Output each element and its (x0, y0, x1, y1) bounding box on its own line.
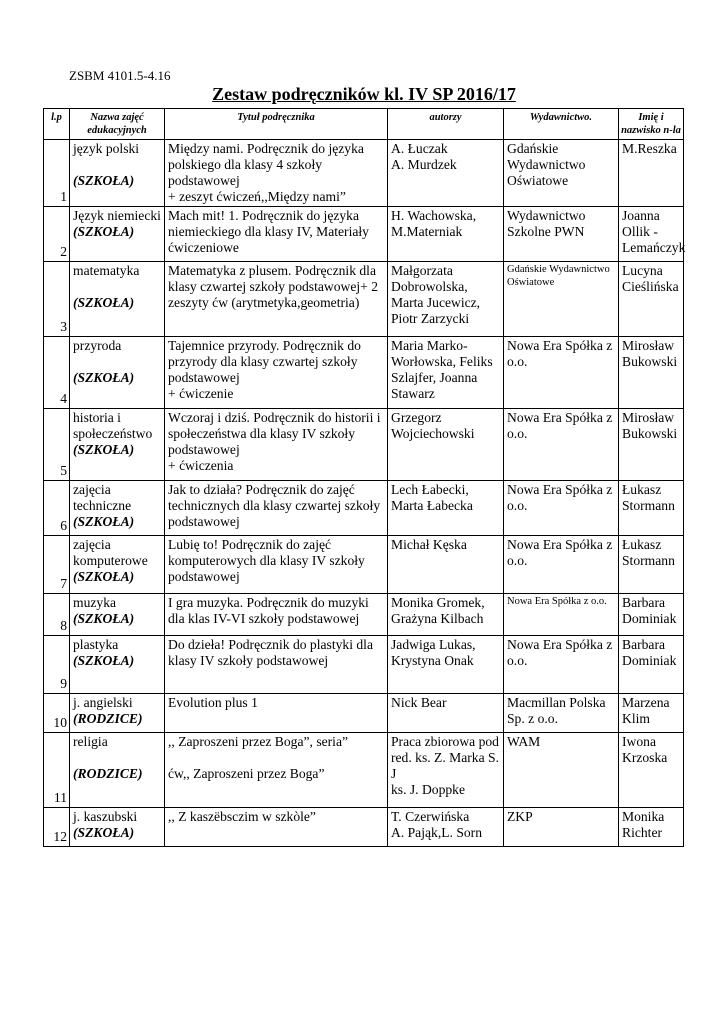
header-lp: l.p (44, 109, 70, 140)
header-authors: autorzy (388, 109, 504, 140)
funding-tag: (RODZICE) (73, 766, 143, 781)
subject-cell (70, 733, 165, 808)
teacher-cell: Monika Richter (619, 808, 684, 847)
subject-name: zajęcia komputerowe (73, 537, 148, 568)
table-row (44, 733, 684, 808)
funding-tag: (SZKOŁA) (73, 295, 135, 310)
row-number: 4 (44, 337, 70, 409)
book-title-cell: Między nami. Podręcznik do języka polskiego dla klasy 4 szkoły podstawowej + zeszyt ćwiczeń,,Między nami” (165, 140, 388, 207)
header-publisher: Wydawnictwo. (504, 109, 619, 140)
teacher-cell: Mirosław Bukowski (619, 409, 684, 481)
publisher-cell: Nowa Era Spółka z o.o. (504, 594, 619, 636)
funding-tag: (SZKOŁA) (73, 611, 135, 626)
table-row (44, 694, 684, 733)
subject-name: plastyka (73, 637, 119, 652)
table-row (44, 808, 684, 847)
book-title-cell: Evolution plus 1 (165, 694, 388, 733)
book-title-cell: Mach mit! 1. Podręcznik do języka niemieckiego dla klasy IV, Materiały ćwiczeniowe (165, 207, 388, 262)
subject-name: język polski (73, 141, 140, 156)
spacer (73, 157, 161, 173)
subject-name: j. kaszubski (73, 809, 138, 824)
funding-tag: (SZKOŁA) (73, 224, 135, 239)
teacher-cell: M.Reszka (619, 140, 684, 207)
authors-cell: Michał Kęska (388, 536, 504, 594)
row-number: 10 (44, 694, 70, 733)
row-number: 7 (44, 536, 70, 594)
subject-name: zajęcia techniczne (73, 482, 132, 513)
publisher-cell: Nowa Era Spółka z o.o. (504, 409, 619, 481)
funding-tag: (SZKOŁA) (73, 370, 135, 385)
row-number: 12 (44, 808, 70, 847)
authors-cell: Maria Marko-Worłowska, Feliks Szlajfer, Joanna Stawarz (388, 337, 504, 409)
funding-tag: (SZKOŁA) (73, 653, 135, 668)
authors-cell: Nick Bear (388, 694, 504, 733)
book-title-cell: ,, Zaproszeni przez Boga”, seria” ćw,, Zaproszeni przez Boga” (165, 733, 388, 808)
authors-cell: T. Czerwińska A. Pająk,L. Sorn (388, 808, 504, 847)
row-number: 5 (44, 409, 70, 481)
publisher-cell: WAM (504, 733, 619, 808)
subject-cell (70, 536, 165, 594)
row-number: 8 (44, 594, 70, 636)
subject-cell (70, 207, 165, 262)
publisher-cell: Gdańskie Wydawnictwo Oświatowe (504, 140, 619, 207)
book-title-cell: Jak to działa? Podręcznik do zajęć technicznych dla klasy czwartej szkoły podstawowej (165, 481, 388, 536)
subject-cell (70, 409, 165, 481)
funding-tag: (SZKOŁA) (73, 442, 135, 457)
teacher-cell: Barbara Dominiak (619, 594, 684, 636)
subject-cell (70, 140, 165, 207)
teacher-cell: Łukasz Stormann (619, 536, 684, 594)
authors-cell: Monika Gromek, Grażyna Kilbach (388, 594, 504, 636)
authors-cell: A. Łuczak A. Murdzek (388, 140, 504, 207)
teacher-cell: Joanna Ollik - Lemańczyk (619, 207, 684, 262)
header-book-title: Tytuł podręcznika (165, 109, 388, 140)
table-row (44, 140, 684, 207)
book-title-cell: ,, Z kaszëbsczim w szkòle” (165, 808, 388, 847)
table-row (44, 207, 684, 262)
subject-name: muzyka (73, 595, 117, 610)
publisher-cell: Macmillan Polska Sp. z o.o. (504, 694, 619, 733)
table-row (44, 536, 684, 594)
publisher-cell: Nowa Era Spółka z o.o. (504, 481, 619, 536)
publisher-cell: Nowa Era Spółka z o.o. (504, 337, 619, 409)
subject-name: religia (73, 734, 108, 749)
row-number: 3 (44, 262, 70, 337)
document-reference: ZSBM 4101.5-4.16 (69, 68, 171, 83)
row-number: 1 (44, 140, 70, 207)
subject-name: matematyka (73, 263, 140, 278)
row-number: 9 (44, 636, 70, 694)
header-teacher: Imię i nazwisko n-la (619, 109, 684, 140)
funding-tag: (SZKOŁA) (73, 514, 135, 529)
authors-cell: Jadwiga Lukas, Krystyna Onak (388, 636, 504, 694)
table-row (44, 481, 684, 536)
subject-name: historia i społeczeństwo (73, 410, 153, 441)
book-title-cell: I gra muzyka. Podręcznik do muzyki dla klas IV-VI szkoły podstawowej (165, 594, 388, 636)
book-title-cell: Matematyka z plusem. Podręcznik dla klasy czwartej szkoły podstawowej+ 2 zeszyty ćw (arytmetyka,geometria) (165, 262, 388, 337)
funding-tag: (RODZICE) (73, 711, 143, 726)
table-row (44, 636, 684, 694)
teacher-cell: Mirosław Bukowski (619, 337, 684, 409)
row-number: 2 (44, 207, 70, 262)
authors-cell: Lech Łabecki, Marta Łabecka (388, 481, 504, 536)
authors-cell: Grzegorz Wojciechowski (388, 409, 504, 481)
authors-cell: Małgorzata Dobrowolska, Marta Jucewicz, Piotr Zarzycki (388, 262, 504, 337)
subject-cell (70, 694, 165, 733)
publisher-cell: Nowa Era Spółka z o.o. (504, 636, 619, 694)
subject-name: Język niemiecki (73, 208, 161, 223)
row-number: 6 (44, 481, 70, 536)
table-row (44, 262, 684, 337)
authors-cell: Praca zbiorowa pod red. ks. Z. Marka S. J ks. J. Doppke (388, 733, 504, 808)
row-number: 11 (44, 733, 70, 808)
table-body (44, 140, 684, 847)
subject-cell (70, 481, 165, 536)
subject-cell (70, 262, 165, 337)
spacer (73, 279, 161, 295)
teacher-cell: Marzena Klim (619, 694, 684, 733)
book-title-cell: Do dzieła! Podręcznik do plastyki dla klasy IV szkoły podstawowej (165, 636, 388, 694)
funding-tag: (SZKOŁA) (73, 825, 135, 840)
teacher-cell: Barbara Dominiak (619, 636, 684, 694)
teacher-cell: Iwona Krzoska (619, 733, 684, 808)
page-title: Zestaw podręczników kl. IV SP 2016/17 (212, 84, 516, 104)
subject-cell (70, 808, 165, 847)
teacher-cell: Lucyna Cieślińska (619, 262, 684, 337)
book-title-cell: Tajemnice przyrody. Podręcznik do przyrody dla klasy czwartej szkoły podstawowej + ćwiczenie (165, 337, 388, 409)
publisher-cell: Nowa Era Spółka z o.o. (504, 536, 619, 594)
book-title-cell: Lubię to! Podręcznik do zajęć komputerowych dla klasy IV szkoły podstawowej (165, 536, 388, 594)
funding-tag: (SZKOŁA) (73, 569, 135, 584)
publisher-cell: Wydawnictwo Szkolne PWN (504, 207, 619, 262)
subject-cell (70, 594, 165, 636)
table-row (44, 409, 684, 481)
publisher-cell: Gdańskie Wydawnictwo Oświatowe (504, 262, 619, 337)
publisher-cell: ZKP (504, 808, 619, 847)
table-header-row (44, 109, 684, 140)
book-title-cell: Wczoraj i dziś. Podręcznik do historii i społeczeństwa dla klasy IV szkoły podstawowej + ćwiczenia (165, 409, 388, 481)
authors-cell: H. Wachowska, M.Materniak (388, 207, 504, 262)
subject-name: przyroda (73, 338, 122, 353)
spacer (73, 354, 161, 370)
table-row (44, 337, 684, 409)
subject-cell (70, 337, 165, 409)
textbook-table (43, 108, 684, 847)
subject-cell (70, 636, 165, 694)
teacher-cell: Łukasz Stormann (619, 481, 684, 536)
table-row (44, 594, 684, 636)
funding-tag: (SZKOŁA) (73, 173, 135, 188)
subject-name: j. angielski (73, 695, 133, 710)
spacer (73, 750, 161, 766)
header-subject: Nazwa zajęć edukacyjnych (70, 109, 165, 140)
